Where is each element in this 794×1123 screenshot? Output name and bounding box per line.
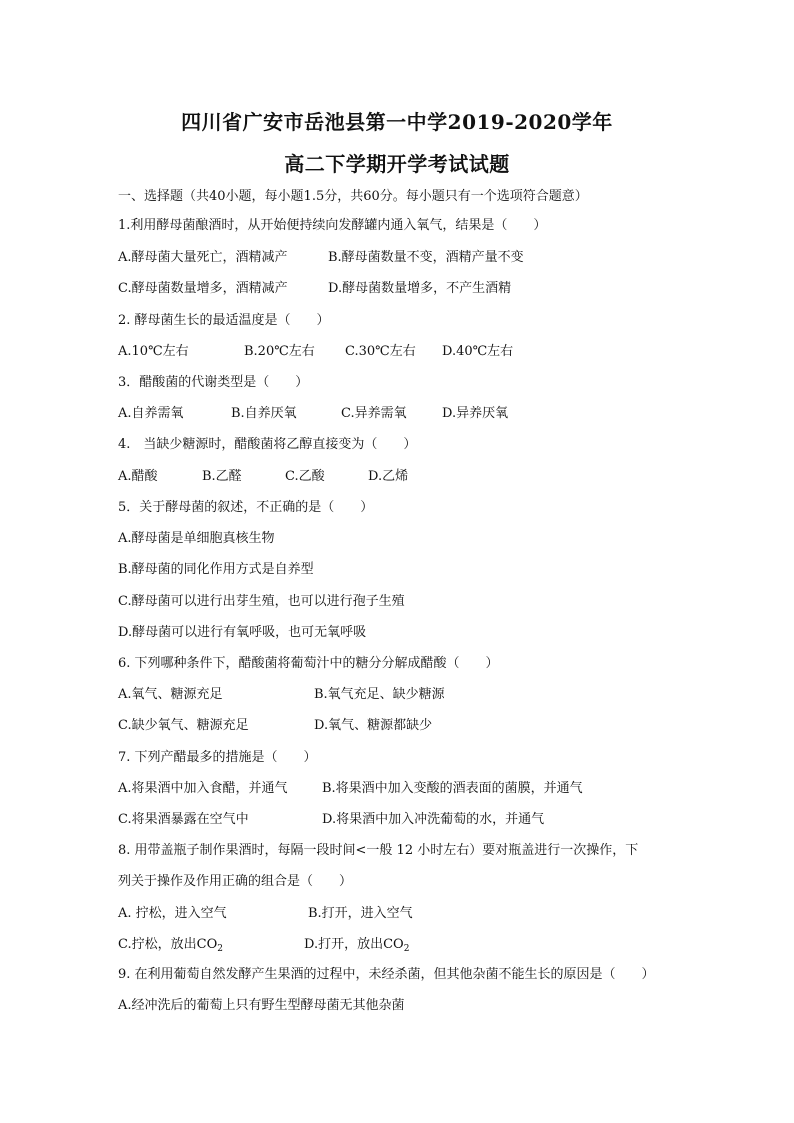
question-9-stem: 9. 在利用葡萄自然发酵产生果酒的过程中，未经杀菌，但其他杂菌不能生长的原因是（ ） [118,967,655,982]
question-7-option-c: C.将果酒暴露在空气中 [118,812,249,827]
question-8-option-d [304,937,409,957]
question-5-option-b: B.酵母菌的同化作用方式是自养型 [118,562,314,577]
question-4-option-c: C.乙酸 [285,469,325,484]
question-1-option-d: D.酵母菌数量增多，不产生酒精 [328,281,512,296]
question-1-option-c: C.酵母菌数量增多，酒精减产 [118,281,288,296]
question-1-option-a: A.酵母菌大量死亡，酒精减产 [118,250,288,265]
question-5-option-a: A.酵母菌是单细胞真核生物 [118,531,275,546]
question-6-stem: 6. 下列哪种条件下，醋酸菌将葡萄汁中的糖分分解成醋酸（ ） [118,656,499,671]
question-2-option-a: A.10℃左右 [118,344,189,359]
question-7-option-d: D.将果酒中加入冲洗葡萄的水，并通气 [322,812,545,827]
exam-title-line1: 四川省广安市岳池县第一中学2019-2020学年 [181,110,613,134]
question-7-stem: 7. 下列产醋最多的措施是（ ） [118,750,317,765]
question-1-stem: 1.利用酵母菌酿酒时，从开始便持续向发酵罐内通入氧气，结果是（ ） [118,218,547,233]
question-8-option-b: B.打开，进入空气 [308,906,413,921]
question-3-option-c: C.异养需氧 [341,406,407,421]
question-7-option-a: A.将果酒中加入食醋，并通气 [118,781,288,796]
question-3-option-a: A.自养需氧 [118,406,184,421]
question-8-stem-line1: 8. 用带盖瓶子制作果酒时，每隔一段时间<一般 12 小时左右）要对瓶盖进行一次操作，下 [118,843,639,858]
question-4-option-b: B.乙醛 [202,469,242,484]
question-8-option-c [118,937,223,957]
question-1-option-b: B.酵母菌数量不变，酒精产量不变 [328,250,524,265]
question-7-option-b: B.将果酒中加入变酸的酒表面的菌膜，并通气 [322,781,583,796]
question-2-option-b: B.20℃左右 [244,344,315,359]
exam-title-line2: 高二下学期开学考试试题 [284,152,510,176]
question-3-option-d: D.异养厌氧 [442,406,509,421]
question-6-option-a: A.氧气、糖源充足 [118,687,223,702]
question-4-option-a: A.醋酸 [118,469,158,484]
question-4-stem: 4. 当缺少糖源时，醋酸菌将乙醇直接变为（ ） [118,437,417,452]
question-8-option-c-subscript: 2 [217,944,223,954]
question-4-option-d: D.乙烯 [368,469,409,484]
section-header: 一、选择题（共40小题，每小题1.5分，共60分。每小题只有一个选项符合题意） [118,189,588,204]
question-5-stem: 5．关于酵母菌的叙述，不正确的是（ ） [118,500,374,515]
question-2-option-d: D.40℃左右 [442,344,514,359]
question-6-option-b: B.氧气充足、缺少糖源 [314,687,445,702]
question-3-option-b: B.自养厌氧 [231,406,297,421]
question-9-option-a: A.经冲洗后的葡萄上只有野生型酵母菌无其他杂菌 [118,998,405,1013]
question-8-option-a: A. 拧松，进入空气 [118,906,227,921]
question-8-stem-line2: 列关于操作及作用正确的组合是（ ） [118,874,353,889]
question-8-option-d-subscript: 2 [403,944,410,954]
question-8-option-d-text: D.打开，放出CO [304,937,404,952]
question-2-stem: 2. 酵母菌生长的最适温度是（ ） [118,313,330,328]
question-6-option-c: C.缺少氧气、糖源充足 [118,718,249,733]
question-8-option-c-text: C.拧松，放出CO [118,937,218,952]
question-6-option-d: D.氧气、糖源都缺少 [314,718,433,733]
question-2-option-c: C.30℃左右 [345,344,416,359]
question-5-option-d: D.酵母菌可以进行有氧呼吸，也可无氧呼吸 [118,625,367,640]
question-3-stem: 3．醋酸菌的代谢类型是（ ） [118,375,309,390]
question-5-option-c: C.酵母菌可以进行出芽生殖，也可以进行孢子生殖 [118,594,405,609]
